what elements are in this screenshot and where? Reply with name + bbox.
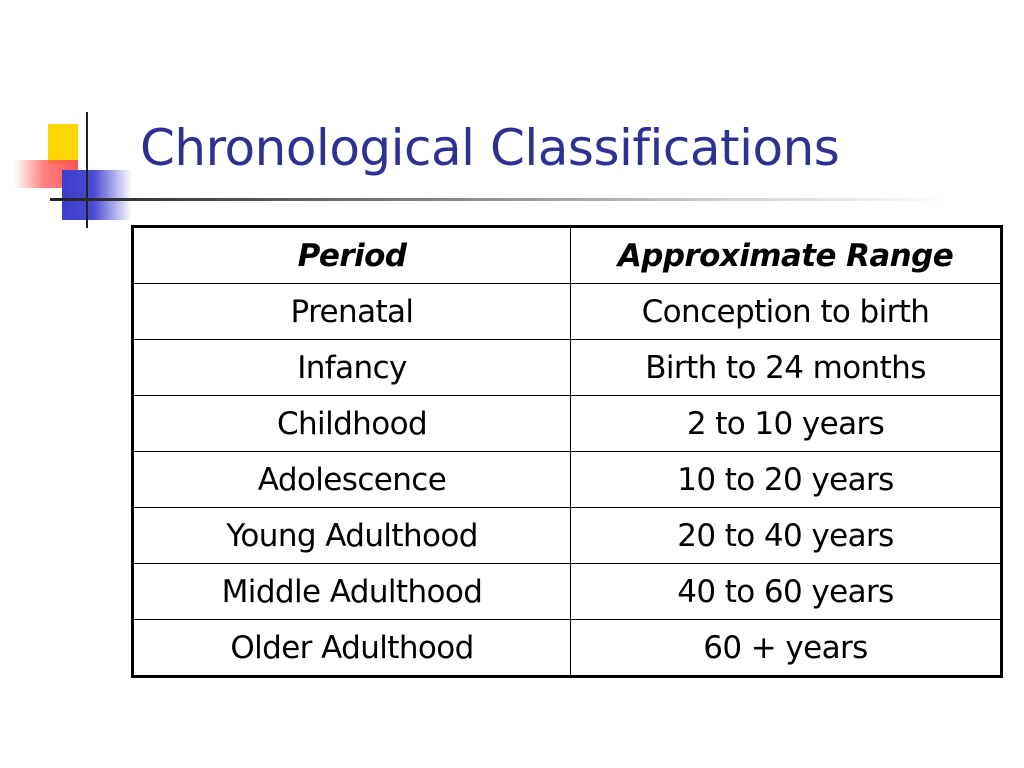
period-cell: Childhood (133, 396, 571, 452)
period-cell: Adolescence (133, 452, 571, 508)
range-cell: 20 to 40 years (571, 508, 1002, 564)
table-header-row (133, 227, 1002, 284)
period-cell: Prenatal (133, 284, 571, 340)
range-cell: 10 to 20 years (571, 452, 1002, 508)
period-cell: Middle Adulthood (133, 564, 571, 620)
range-cell: Birth to 24 months (571, 340, 1002, 396)
period-cell: Older Adulthood (133, 620, 571, 677)
period-cell: Young Adulthood (133, 508, 571, 564)
table-row (133, 284, 1002, 340)
table-row (133, 396, 1002, 452)
decorative-yellow-square (48, 124, 78, 164)
table-row (133, 508, 1002, 564)
table-row (133, 340, 1002, 396)
decorative-blue-square (62, 170, 132, 220)
period-cell: Infancy (133, 340, 571, 396)
header-period: Period (133, 227, 571, 284)
range-cell: Conception to birth (571, 284, 1002, 340)
table-row (133, 564, 1002, 620)
table-row (133, 452, 1002, 508)
range-cell: 2 to 10 years (571, 396, 1002, 452)
range-cell: 60 + years (571, 620, 1002, 677)
decorative-vertical-line (86, 112, 88, 228)
title-underline (50, 198, 950, 201)
range-cell: 40 to 60 years (571, 564, 1002, 620)
header-approximate-range: Approximate Range (571, 227, 1002, 284)
classification-table (131, 225, 1003, 678)
slide-title: Chronological Classifications (140, 119, 840, 177)
table-row (133, 620, 1002, 677)
